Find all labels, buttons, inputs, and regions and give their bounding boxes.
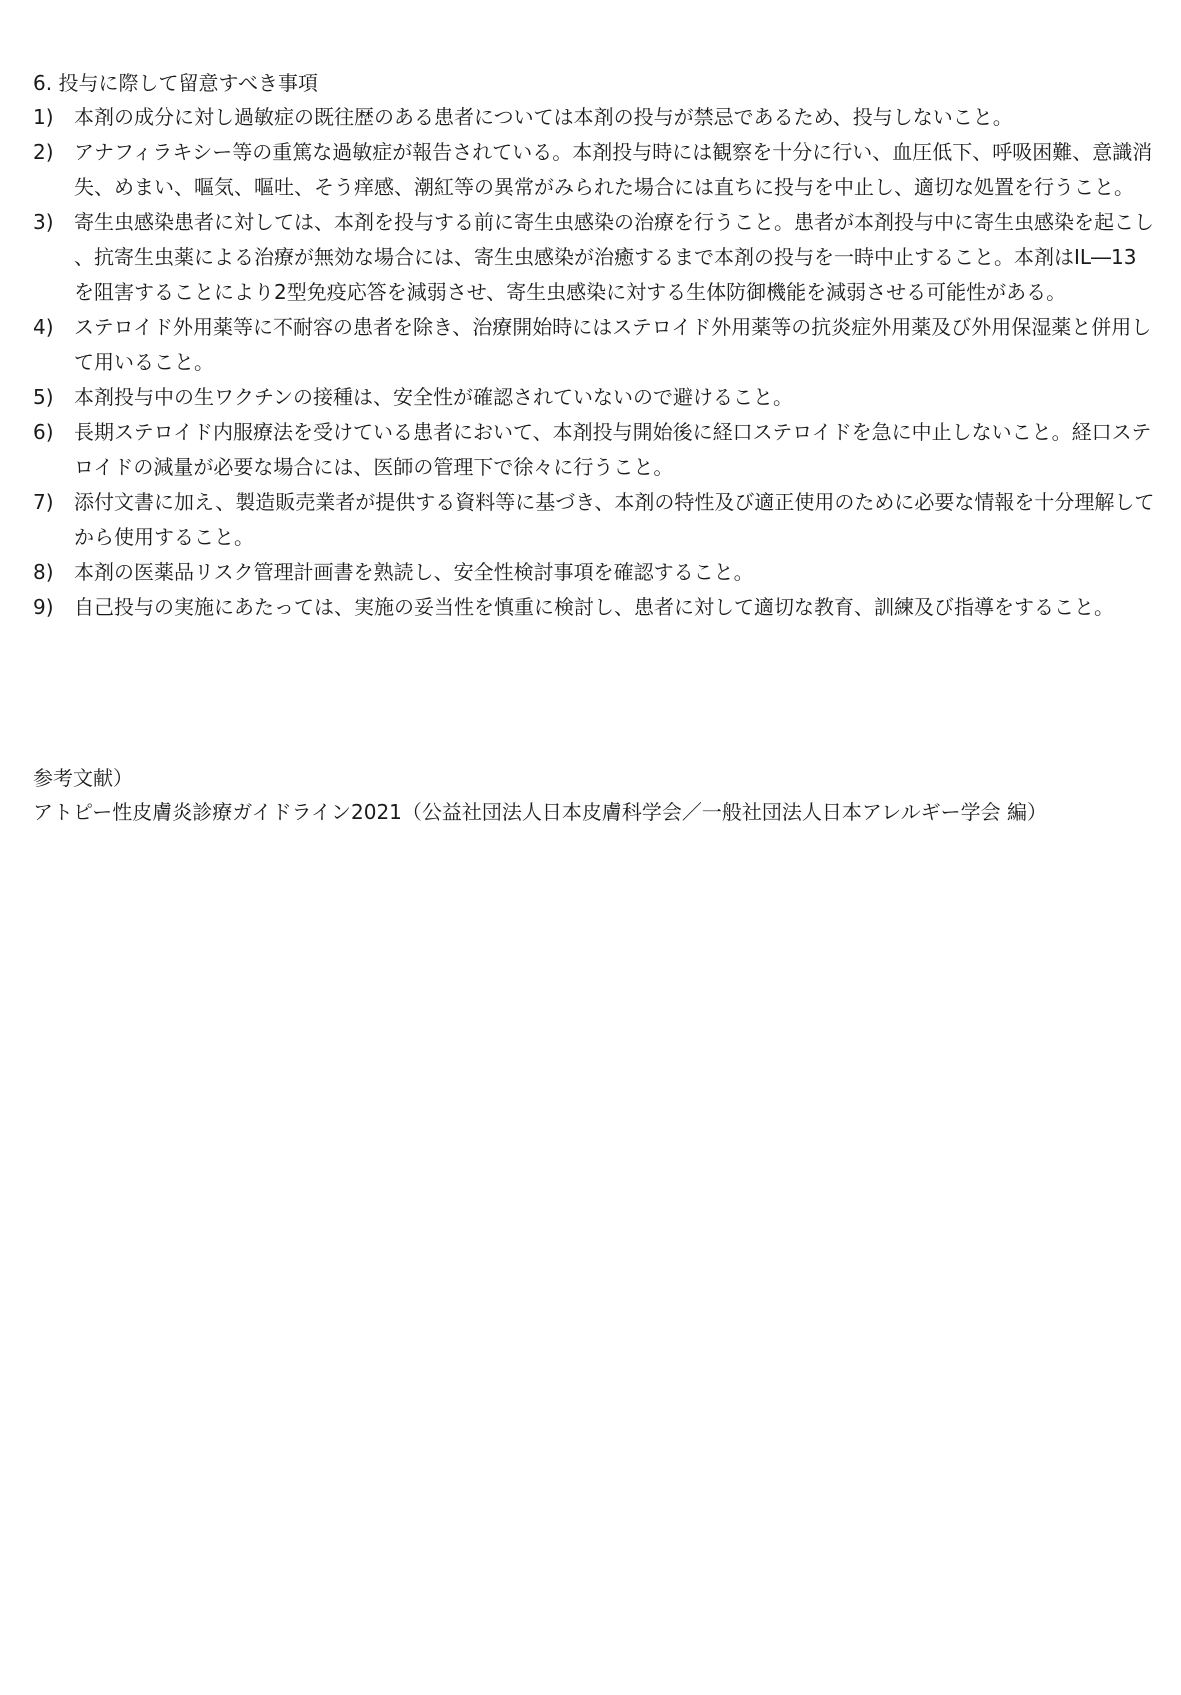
item-text: ステロイド外用薬等に不耐容の患者を除き、治療開始時にはステロイド外用薬等の抗炎症外用薬及び外用保湿薬と併用して用いること。 [74, 315, 1152, 374]
item-number: 1) [33, 105, 54, 129]
item-text: 自己投与の実施にあたっては、実施の妥当性を慎重に検討し、患者に対して適切な教育、訓練及び指導をすること。 [74, 595, 1114, 619]
item-number: 3) [33, 210, 54, 234]
item-number: 8) [33, 560, 54, 584]
item-number: 6) [33, 420, 54, 444]
item-number: 7) [33, 490, 54, 514]
list-item [0, 310, 1155, 380]
item-text: 本剤の医薬品リスク管理計画書を熟読し、安全性検討事項を確認すること。 [74, 560, 754, 584]
list-item [0, 415, 1155, 485]
item-text: 本剤投与中の生ワクチンの接種は、安全性が確認されていないので避けること。 [74, 385, 793, 409]
list-item [0, 485, 1155, 555]
list-item [0, 555, 1155, 590]
item-number: 2) [33, 140, 54, 164]
reference-entry: アトピー性皮膚炎診療ガイドライン2021（公益社団法人日本皮膚科学会／一般社団法人日本アレルギー学会 編） [33, 800, 1047, 824]
list-item [0, 135, 1155, 205]
list-item [0, 380, 1155, 415]
references-title: 参考文献） [33, 766, 133, 790]
list-item [0, 100, 1155, 135]
list-item [0, 205, 1155, 310]
item-text: アナフィラキシー等の重篤な過敏症が報告されている。本剤投与時には観察を十分に行い、血圧低下、呼吸困難、意識消失、めまい、嘔気、嘔吐、そう痒感、潮紅等の異常がみられた場合には直ちに投与を中止し、適切な処置を行うこと。 [74, 140, 1153, 199]
item-number: 9) [33, 595, 54, 619]
item-text: 添付文書に加え、製造販売業者が提供する資料等に基づき、本剤の特性及び適正使用のために必要な情報を十分理解してから使用すること。 [74, 490, 1155, 549]
list-item [0, 590, 1155, 625]
item-number: 5) [33, 385, 54, 409]
item-text: 寄生虫感染患者に対しては、本剤を投与する前に寄生虫感染の治療を行うこと。患者が本剤投与中に寄生虫感染を起こし、抗寄生虫薬による治療が無効な場合には、寄生虫感染が治癒するまで本剤の投与を一時中止すること。本剤はIL―13を阻害することにより2型免疫応答を減弱させ、寄生虫感染に対する生体防御機能を減弱させる可能性がある。 [74, 210, 1154, 304]
section-title: 6. 投与に際して留意すべき事項 [33, 71, 319, 95]
item-number: 4) [33, 315, 54, 339]
item-text: 長期ステロイド内服療法を受けている患者において、本剤投与開始後に経口ステロイドを急に中止しないこと。経口ステロイドの減量が必要な場合には、医師の管理下で徐々に行うこと。 [74, 420, 1152, 479]
precautions-list [0, 100, 1181, 625]
item-text: 本剤の成分に対し過敏症の既往歴のある患者については本剤の投与が禁忌であるため、投与しないこと。 [74, 105, 1013, 129]
